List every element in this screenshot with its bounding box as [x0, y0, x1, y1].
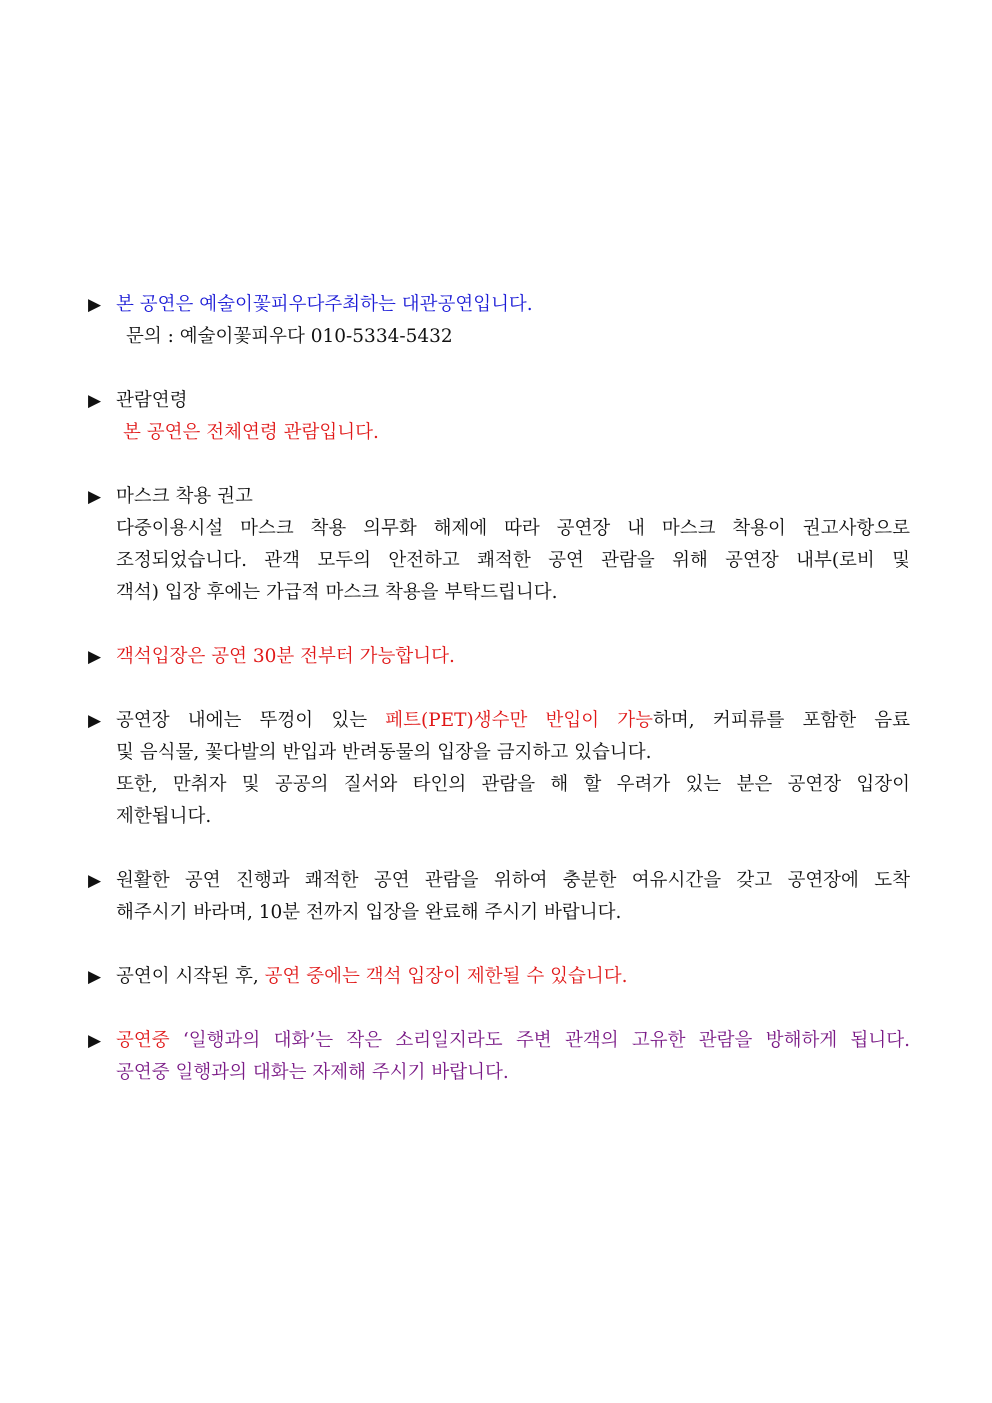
- bullet-icon: ▶: [88, 967, 102, 987]
- arrival-line-2: 해주시기 바라며, 10분 전까지 입장을 완료해 주시기 바랍니다.: [116, 902, 622, 923]
- items-highlight: 페트(PET)생수만 반입이 가능: [385, 710, 654, 731]
- notice-age: [88, 385, 910, 449]
- bullet-icon: ▶: [88, 871, 102, 891]
- talk-purple-part: ‘일행과의 대화’는 작은 소리일지라도 주변 관객의 고유한 관람을 방해하게 됩니다.: [182, 1030, 910, 1051]
- late-highlight: 공연 중에는 객석 입장이 제한될 수 있습니다.: [264, 966, 628, 987]
- mask-title: 마스크 착용 권고: [116, 486, 253, 507]
- bullet-icon: ▶: [88, 295, 102, 315]
- talk-line-2: 공연중 일행과의 대화는 자제해 주시기 바랍니다.: [116, 1062, 509, 1083]
- bullet-icon: ▶: [88, 1031, 102, 1051]
- notice-host: [88, 289, 910, 353]
- notice-mask: [88, 481, 910, 609]
- age-body: 본 공연은 전체연령 관람입니다.: [123, 422, 379, 443]
- host-contact: 문의 : 예술이꽃피우다 010-5334-5432: [126, 326, 453, 347]
- age-title: 관람연령: [116, 390, 188, 411]
- notice-document: [88, 289, 910, 1121]
- bullet-icon: ▶: [88, 647, 102, 667]
- notice-arrival: [88, 865, 910, 929]
- notice-talk: [88, 1025, 910, 1089]
- items-suffix: 하며, 커피류를 포함한 음료: [653, 710, 910, 731]
- mask-line-3: 객석) 입장 후에는 가급적 마스크 착용을 부탁드립니다.: [116, 582, 558, 603]
- items-prefix: 공연장 내에는 뚜껑이 있는: [116, 710, 386, 731]
- late-prefix: 공연이 시작된 후,: [116, 966, 265, 987]
- items-line-2: 및 음식물, 꽃다발의 반입과 반려동물의 입장을 금지하고 있습니다.: [116, 742, 652, 763]
- notice-late-entry: [88, 961, 910, 993]
- mask-line-1: 다중이용시설 마스크 착용 의무화 해제에 따라 공연장 내 마스크 착용이 권고사항으로: [116, 518, 910, 539]
- bullet-icon: ▶: [88, 487, 102, 507]
- bullet-icon: ▶: [88, 711, 102, 731]
- items-line-3: 또한, 만취자 및 공공의 질서와 타인의 관람을 해 할 우려가 있는 분은 공연장 입장이: [116, 774, 910, 795]
- arrival-line-1: 원활한 공연 진행과 쾌적한 공연 관람을 위하여 충분한 여유시간을 갖고 공연장에 도착: [116, 870, 910, 891]
- bullet-icon: ▶: [88, 391, 102, 411]
- items-line-4: 제한됩니다.: [116, 806, 212, 827]
- mask-line-2: 조정되었습니다. 관객 모두의 안전하고 쾌적한 공연 관람을 위해 공연장 내부(로비 및: [116, 550, 910, 571]
- notice-entry-time: [88, 641, 910, 673]
- talk-red-part: 공연중: [116, 1030, 183, 1051]
- entry-time-text: 객석입장은 공연 30분 전부터 가능합니다.: [116, 646, 455, 667]
- host-statement: 본 공연은 예술이꽃피우다주최하는 대관공연입니다.: [116, 294, 533, 315]
- notice-items: [88, 705, 910, 833]
